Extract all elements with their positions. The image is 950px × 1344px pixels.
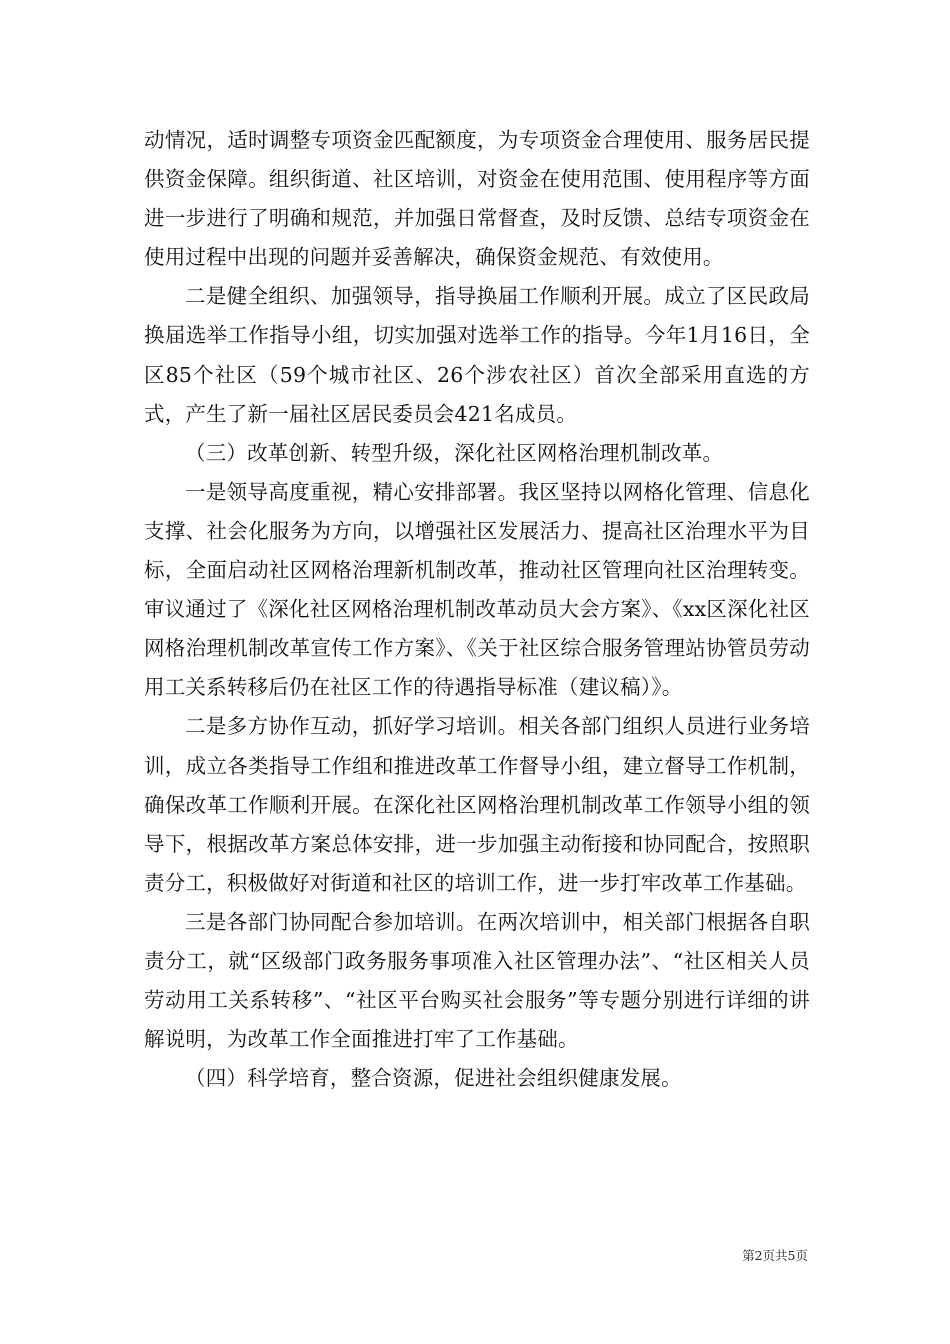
paragraph-continuation: 动情况，适时调整专项资金匹配额度，为专项资金合理使用、服务居民提供资金保障。组织街道、社区培训，对资金在使用范围、使用程序等方面进一步进行了明确和规范，并加强日常督查，及时反馈、总结专项资金在使用过程中出现的问题并妥善解决，确保资金规范、有效使用。 xyxy=(144,128,810,270)
section-heading-4: （四）科学培育，整合资源，促进社会组织健康发展。 xyxy=(185,1066,682,1091)
paragraph-training: 二是多方协作互动，抓好学习培训。相关各部门组织人员进行业务培训，成立各类指导工作组和推进改革工作督导小组，建立督导工作机制，确保改革工作顺利开展。在深化社区网格治理机制改革工作领导小组的领导下，根据改革方案总体安排，进一步加强主动衔接和协同配合，按照职责分工，积极做好对街道和社区的培训工作，进一步打牢改革工作基础。 xyxy=(144,714,810,895)
paragraph-department-cooperation: 三是各部门协同配合参加培训。在两次培训中，相关部门根据各自职责分工，就“区级部门政务服务事项准入社区管理办法”、“社区相关人员劳动用工关系转移”、“社区平台购买社会服务”等专题分别进行详细的讲解说明，为改革工作全面推进打牢了工作基础。 xyxy=(144,909,810,1052)
document-body xyxy=(144,121,810,1098)
paragraph-election-guidance: 二是健全组织、加强领导，指导换届工作顺利开展。成立了区民政局换届选举工作指导小组，切实加强对选举工作的指导。今年1月16日，全区85个社区（59个城市社区、26个涉农社区）首次全部采用直选的方式，产生了新一届社区居民委员会421名成员。 xyxy=(144,284,810,426)
page-number: 第2页共5页 xyxy=(742,1248,808,1263)
paragraph-leadership: 一是领导高度重视，精心安排部署。我区坚持以网格化管理、信息化支撑、社会化服务为方向，以增强社区发展活力、提高社区治理水平为目标，全面启动社区网格治理新机制改革，推动社区管理向社区治理转变。审议通过了《深化社区网格治理机制改革动员大会方案》、《xx区深化社区网格治理机制改革宣传工作方案》、《关于社区综合服务管理站协管员劳动用工关系转移后仍在社区工作的待遇指导标准（建议稿）》。 xyxy=(144,479,810,700)
section-heading-3: （三）改革创新、转型升级，深化社区网格治理机制改革。 xyxy=(185,440,724,465)
